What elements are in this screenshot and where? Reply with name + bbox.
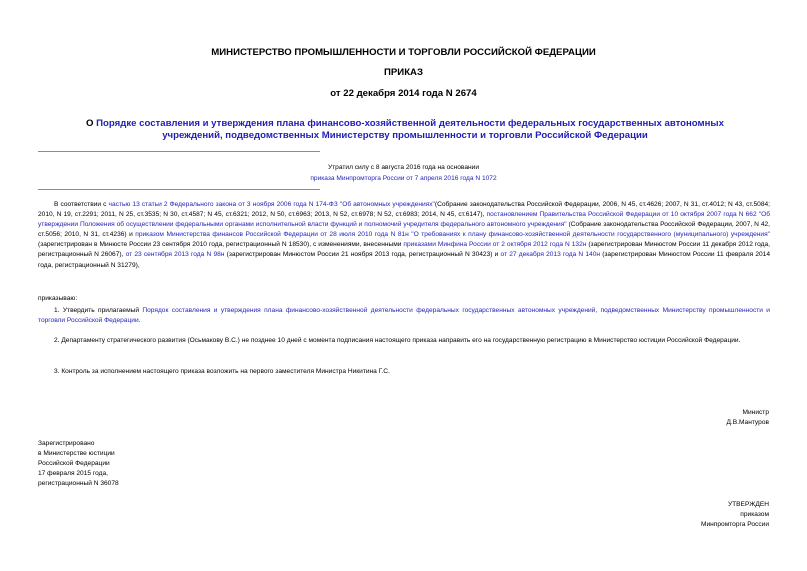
- item-3: 3. Контроль за исполнением настоящего приказа возложить на первого заместителя Министра Никитина Г.С.: [54, 368, 390, 375]
- document-type: ПРИКАЗ: [384, 67, 423, 78]
- registration-line-3: Российской Федерации: [38, 460, 110, 467]
- signature-position: Министр: [742, 409, 769, 416]
- document-date-number: от 22 декабря 2014 года N 2674: [330, 88, 477, 99]
- signature-name: Д.В.Мантуров: [726, 419, 769, 426]
- preamble-text: (Собрание законодательства Российской Федерации, 2006, N 45, ст.4626; 2007, N 31, ст.4012; N 43, ст.5084; 2010, N 19, ст.2291; 2011, N 25, ст.3535; N 30, ст.4587; N 45, ст.6321; 2012, N 50, ст.6963; 2013, N 52, ст.6978; N 52, ст.6983; 2014, N 45, ст.6147),: [38, 201, 771, 219]
- preamble-text: (зарегистрирован в Минюсте России 23 сентября 2010 года, регистрационный N 18530), с изменениями, внесенными: [38, 241, 404, 249]
- registration-line-4: 17 февраля 2015 года,: [38, 470, 108, 477]
- preamble-text: (Собрание законодательства Российской Федерации, 2007, N 42, ст.5056; 2010, N 31, ст.4236) и: [38, 221, 770, 239]
- preamble-text: (зарегистрирован Минюстом России 11 декабря 2012 года, регистрационный N 26067),: [38, 241, 770, 259]
- minfin-amendment-link-2[interactable]: от 23 сентября 2013 года N 98н: [125, 251, 225, 259]
- minfin-amendment-link-3[interactable]: от 27 декабря 2013 года N 140н: [500, 251, 601, 259]
- preamble-text: (зарегистрирован Минюстом России 11 февраля 2014 года, регистрационный N 31279),: [38, 251, 770, 269]
- document-title: [60, 118, 750, 142]
- registration-line-1: Зарегистрировано: [38, 440, 95, 447]
- resolution-link[interactable]: постановлением Правительства Российской Федерации от 10 октября 2007 года N 662 "Об утверждении Положения об осуществлении федеральными органами исполнительной власти функций и полномочий учредителя федерального автономного учреждения": [38, 211, 770, 229]
- item-2: 2. Департаменту стратегического развития (Осьмакову В.С.) не позднее 10 дней с момента подписания настоящего приказа направить его на государственную регистрацию в Министерство юстиции Российской Федерации.: [54, 337, 741, 344]
- item-1-end: .: [138, 317, 141, 325]
- status-link[interactable]: приказа Минпромторга России от 7 апреля 2016 года N 1072: [310, 175, 497, 182]
- minfin-order-link[interactable]: приказом Министерства финансов Российской Федерации от 28 июля 2010 года N 81н "О требованиях к плану финансово-хозяйственной деятельности государственного (муниципального) учреждения": [135, 231, 770, 239]
- divider-bottom: [38, 189, 320, 190]
- title-prefix: О: [86, 118, 97, 129]
- order-word: приказываю:: [38, 295, 78, 302]
- item-1: [38, 306, 770, 326]
- registration-line-5: регистрационный N 36078: [38, 480, 119, 487]
- preamble-text: (зарегистрирован Минюстом России 21 ноября 2013 года, регистрационный N 30423) и: [224, 251, 501, 259]
- title-link[interactable]: Порядке составления и утверждения плана финансово-хозяйственной деятельности федеральных государственных автономных учреждений, подведомственных Министерству промышленности и торговли Российской Федерации: [96, 118, 724, 141]
- procedure-link[interactable]: Порядок составления и утверждения плана финансово-хозяйственной деятельности федеральных государственных автономных учреждений, подведомственных Министерству промышленности и торговли Российской Федерации: [38, 307, 770, 325]
- approval-line-3: Минпромторга России: [700, 521, 769, 528]
- law-link[interactable]: частью 13 статьи 2 Федерального закона от 3 ноября 2006 года N 174-ФЗ "Об автономных учреждениях": [108, 201, 435, 208]
- approval-line-2: приказом: [740, 511, 769, 518]
- registration-line-2: в Министерстве юстиции: [38, 450, 115, 457]
- ministry-heading: МИНИСТЕРСТВО ПРОМЫШЛЕННОСТИ И ТОРГОВЛИ РОССИЙСКОЙ ФЕДЕРАЦИИ: [211, 47, 596, 58]
- divider-top: [38, 151, 320, 152]
- minfin-amendment-link[interactable]: приказами Минфина России от 2 октября 2012 года N 132н: [403, 241, 587, 249]
- item-1-text: 1. Утвердить прилагаемый: [54, 307, 143, 314]
- status-line: Утратил силу с 8 августа 2016 года на основании: [327, 164, 480, 171]
- preamble-text: В соответствии с: [54, 201, 109, 208]
- approval-line-1: УТВЕРЖДЕН: [727, 501, 769, 508]
- preamble-paragraph: [38, 200, 770, 271]
